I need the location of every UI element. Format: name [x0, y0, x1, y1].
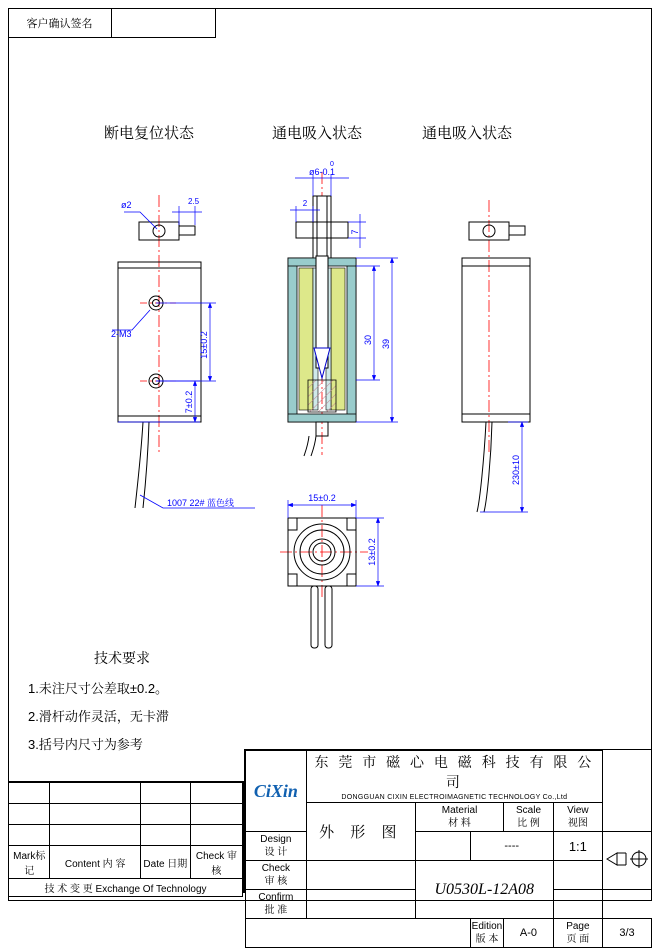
drawing-name: 外 形 图 [306, 803, 415, 861]
material-value: ---- [470, 832, 553, 861]
edition-label-cn: 版 本 [475, 934, 499, 945]
scale-label-cn: 比 例 [517, 818, 540, 829]
company-name-cell [306, 751, 602, 803]
dim-230: 230±10 [511, 455, 521, 485]
tech-requirement-1: 1.未注尺寸公差取±0.2。 [28, 681, 169, 696]
check-label-cn: 审 核 [264, 876, 288, 887]
view-label-en: View [567, 805, 589, 816]
check-label [246, 861, 307, 890]
view-title-2: 通电吸入状态 [272, 125, 363, 142]
rev-cell[interactable] [140, 825, 190, 846]
dim-15: 15±0.2 [199, 331, 209, 359]
tech-requirements [22, 648, 272, 762]
page-value: 3/3 [603, 919, 652, 948]
revision-footer-row [9, 879, 243, 897]
company-logo [246, 751, 307, 832]
rev-cell[interactable] [9, 804, 50, 825]
rev-cell[interactable] [50, 804, 140, 825]
material-label-cn: 材 料 [448, 818, 471, 829]
tech-requirements-heading: 技术要求 [94, 650, 150, 666]
dim-2: 2 [302, 199, 308, 208]
revision-table [8, 781, 244, 893]
dim-2-5: 2.5 [188, 197, 200, 206]
rev-cell[interactable] [190, 783, 242, 804]
scale-header [504, 803, 553, 832]
confirm-label-en: Confirm [258, 892, 294, 903]
rev-header-mark: Mark标记 [9, 846, 50, 879]
company-name-cn: 东 莞 市 磁 心 电 磁 科 技 有 限 公 司 [314, 754, 595, 790]
view-title-1: 断电复位状态 [104, 125, 195, 142]
material-header [415, 803, 503, 832]
dim-d6-tol-top: 0 [330, 161, 334, 168]
tech-requirement-3: 3.括号内尺寸为参考 [28, 737, 143, 752]
title-block [244, 749, 652, 945]
dim-w15: 15±0.2 [308, 493, 336, 503]
rev-cell[interactable] [190, 825, 242, 846]
dim-h13: 13±0.2 [367, 538, 377, 566]
page-label-cn: 页 面 [566, 934, 590, 945]
table-row [9, 783, 243, 804]
confirm-label-cn: 批 准 [264, 905, 288, 916]
projection-symbol-icon [604, 848, 650, 870]
confirm-label [246, 890, 307, 919]
design-label-en: Design [260, 834, 292, 845]
scale-label-en: Scale [515, 805, 541, 816]
confirm-value[interactable] [306, 890, 415, 919]
scale-value: 1:1 [553, 832, 602, 861]
revision-header-row [9, 846, 243, 879]
dim-d6: ø6-0.1 [308, 167, 336, 177]
rev-header-date: Date 日期 [140, 846, 190, 879]
page-label [553, 919, 602, 948]
customer-sign-box [8, 8, 216, 38]
logo-text: CiXin [253, 781, 298, 801]
table-row [9, 804, 243, 825]
title-block-check-row [246, 861, 652, 890]
dim-39: 39 [381, 338, 391, 350]
rev-header-content: Content 内 容 [50, 846, 140, 879]
edition-value: A-0 [504, 919, 553, 948]
design-label-cn: 设 计 [264, 847, 288, 858]
rev-cell[interactable] [140, 804, 190, 825]
rev-cell[interactable] [190, 804, 242, 825]
check-label-en: Check [261, 863, 291, 874]
rev-cell[interactable] [50, 825, 140, 846]
view-header [553, 803, 602, 832]
edition-spacer [246, 919, 471, 948]
title-block-header-row [246, 803, 652, 832]
dim-7-bracket: 7 [350, 229, 360, 235]
edition-label [470, 919, 504, 948]
tech-requirement-2: 2.滑杆动作灵活，无卡滞 [28, 709, 169, 724]
design-value[interactable] [415, 832, 470, 861]
page-label-en: Page [566, 921, 590, 932]
view-label-cn: 视图 [567, 818, 588, 829]
rev-cell[interactable] [9, 783, 50, 804]
check-value[interactable] [306, 861, 415, 890]
customer-sign-value[interactable] [112, 8, 215, 37]
company-name-en: DONGGUAN CIXIN ELECTROIMAGNETIC TECHNOLOGY Co.,Ltd [341, 794, 568, 801]
rev-cell[interactable] [50, 783, 140, 804]
view-title-3: 通电吸入状态 [422, 125, 513, 142]
dim-d2: ø2 [121, 200, 132, 210]
dim-wire-note: 1007 22# 蓝色线 [167, 498, 235, 508]
dim-30: 30 [363, 334, 373, 346]
title-block-edition-row [246, 919, 652, 948]
rev-cell[interactable] [9, 825, 50, 846]
edition-label-en: Edition [471, 921, 503, 932]
dim-2m3: 2-M3 [111, 329, 132, 339]
model-number: U0530L-12A08 [415, 861, 553, 919]
customer-sign-label: 客户确认签名 [8, 8, 112, 37]
material-label-en: Material [441, 805, 478, 816]
dim-7: 7±0.2 [184, 390, 194, 414]
title-block-company-row [246, 751, 652, 803]
rev-header-check: Check 审核 [190, 846, 242, 879]
view-symbol-spacer [553, 890, 602, 919]
view-symbol-cell [603, 832, 652, 890]
design-label [246, 832, 307, 861]
table-row [9, 825, 243, 846]
revision-footer: 技 术 变 更 Exchange Of Technology [9, 879, 243, 897]
rev-cell[interactable] [140, 783, 190, 804]
